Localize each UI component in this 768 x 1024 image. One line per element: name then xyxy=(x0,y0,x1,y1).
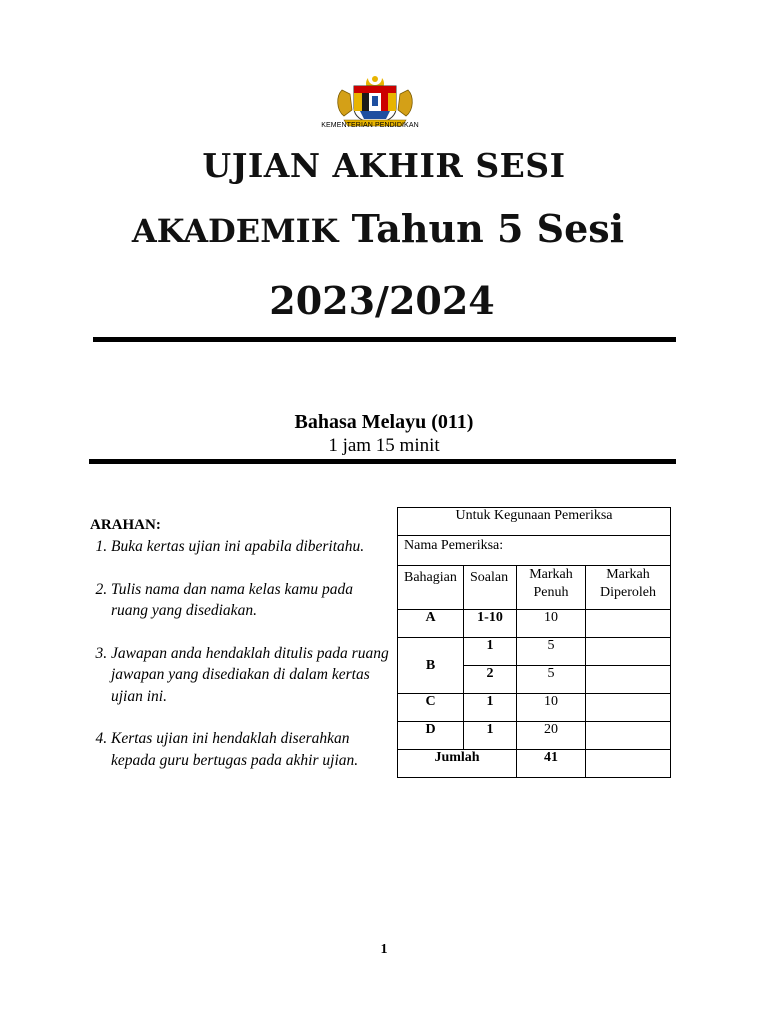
subject-title: Bahasa Melayu (011) xyxy=(294,411,474,433)
instructions-block xyxy=(90,517,390,771)
header-section: Bahagian xyxy=(398,566,464,610)
logo-caption: KEMENTERIAN PENDIDIKAN xyxy=(321,122,419,129)
row-b2-full-marks: 5 xyxy=(517,666,586,694)
instruction-item: 3. Jawapan anda hendaklah ditulis pada ruang jawapan yang disediakan di dalam kertas ujian ini. xyxy=(111,643,390,708)
row-b1-full-marks: 5 xyxy=(517,638,586,666)
row-b1-obtained[interactable] xyxy=(586,638,671,666)
row-d-full-marks: 20 xyxy=(517,722,586,750)
row-a-question: 1-10 xyxy=(464,610,517,638)
row-d-question: 1 xyxy=(464,722,517,750)
title-line-3: 2023/2024 xyxy=(269,278,495,323)
title-line-2-part-b: Tahun 5 Sesi xyxy=(351,206,625,251)
exam-duration: 1 jam 15 minit xyxy=(328,435,440,456)
instruction-item: 4. Kertas ujian ini hendaklah diserahkan kepada guru bertugas pada akhir ujian. xyxy=(111,728,390,771)
row-b2-obtained[interactable] xyxy=(586,666,671,694)
header-question: Soalan xyxy=(464,566,517,610)
subject-divider xyxy=(89,459,676,464)
header-obtained-marks: Markah Diperoleh xyxy=(586,566,671,610)
instructions-heading: ARAHAN: xyxy=(90,517,161,533)
row-a-section: A xyxy=(398,610,464,638)
instruction-item: 1. Buka kertas ujian ini apabila diberitahu. xyxy=(111,536,390,558)
page-number: 1 xyxy=(380,942,388,957)
title-line-2-part-a: AKADEMIK xyxy=(131,212,339,250)
total-value: 41 xyxy=(517,750,586,778)
examiner-table xyxy=(397,507,671,778)
title-line-1: UJIAN AKHIR SESI xyxy=(202,146,566,185)
total-label: Jumlah xyxy=(398,750,517,778)
title-divider xyxy=(93,337,676,342)
instructions-list xyxy=(90,536,390,771)
instruction-item: 2. Tulis nama dan nama kelas kamu pada ruang yang disediakan. xyxy=(111,579,390,622)
title-line-2 xyxy=(0,206,762,251)
examiner-table-title: Untuk Kegunaan Pemeriksa xyxy=(398,508,671,536)
row-b1-question: 1 xyxy=(464,638,517,666)
examiner-name-field[interactable]: Nama Pemeriksa: xyxy=(398,536,671,566)
row-c-obtained[interactable] xyxy=(586,694,671,722)
row-c-full-marks: 10 xyxy=(517,694,586,722)
header-full-marks: Markah Penuh xyxy=(517,566,586,610)
total-obtained[interactable] xyxy=(586,750,671,778)
row-b2-question: 2 xyxy=(464,666,517,694)
row-d-section: D xyxy=(398,722,464,750)
row-c-question: 1 xyxy=(464,694,517,722)
row-d-obtained[interactable] xyxy=(586,722,671,750)
row-b-section: B xyxy=(398,638,464,694)
row-c-section: C xyxy=(398,694,464,722)
row-a-obtained[interactable] xyxy=(586,610,671,638)
row-a-full-marks: 10 xyxy=(517,610,586,638)
